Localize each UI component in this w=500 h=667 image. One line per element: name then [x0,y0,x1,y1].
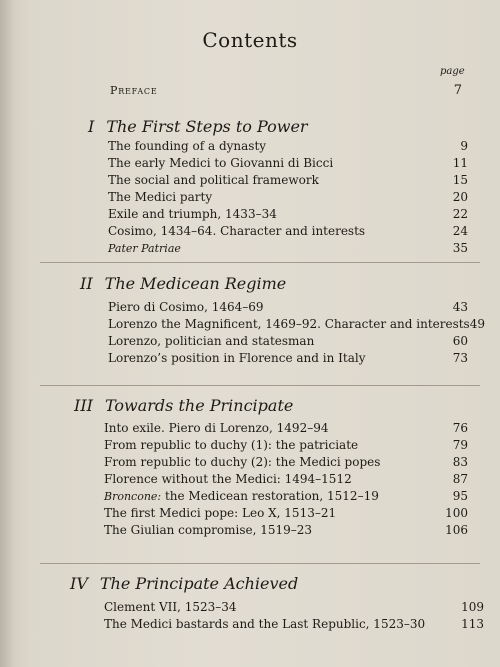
toc-entry: Into exile. Piero di Lorenzo, 1492–94 76 [104,421,468,435]
preface-page: 7 [453,83,462,98]
preface-label: Preface [110,84,158,97]
part-entries [108,139,468,258]
toc-entry: Pater Patriae 35 [108,241,468,255]
part-numeral: II [80,274,93,293]
toc-entry: Florence without the Medici: 1494–1512 87 [104,472,468,486]
part-entries [108,300,485,368]
toc-entry: Lorenzo, politician and statesman 60 [108,334,468,348]
preface-entry [110,83,462,98]
toc-entry: The first Medici pope: Leo X, 1513–21 100 [104,506,468,520]
part-title: The Principate Achieved [99,574,299,593]
toc-entry: Exile and triumph, 1433–34 22 [108,207,468,221]
page-title: Contents [202,28,298,52]
toc-entry: Lorenzo’s position in Florence and in Italy 73 [108,351,468,365]
toc-entry: The Giulian compromise, 1519–23 106 [104,523,468,537]
part-title: The First Steps to Power [106,117,308,136]
part-heading [70,574,298,593]
toc-entry: The social and political framework 15 [108,173,468,187]
part-title: The Medicean Regime [104,274,287,293]
part-entries [104,600,484,634]
toc-entry: Broncone: the Medicean restoration, 1512–19 95 [104,489,468,503]
toc-entry: From republic to duchy (1): the patriciate 79 [104,438,468,452]
toc-entry: Piero di Cosimo, 1464–69 43 [108,300,468,314]
part-numeral: IV [70,574,88,593]
part-numeral: III [74,396,93,415]
section-divider [40,385,480,386]
toc-entry: Lorenzo the Magnificent, 1469–92. Character and interests 49 [108,317,485,331]
toc-entry: Clement VII, 1523–34 109 [104,600,484,614]
page-binding-shadow [0,0,14,667]
part-heading [88,117,308,136]
part-heading [80,274,286,293]
toc-entry: The Medici bastards and the Last Republic, 1523–30 113 [104,617,484,631]
page-column-label: page [440,66,465,77]
section-divider [40,563,480,564]
part-numeral: I [88,117,95,136]
toc-entry: From republic to duchy (2): the Medici popes 83 [104,455,468,469]
toc-entry: The early Medici to Giovanni di Bicci 11 [108,156,468,170]
toc-entry: Cosimo, 1434–64. Character and interests 24 [108,224,468,238]
part-heading [74,396,293,415]
toc-entry: The Medici party 20 [108,190,468,204]
part-entries [104,421,468,540]
toc-entry: The founding of a dynasty 9 [108,139,468,153]
part-title: Towards the Principate [104,396,294,415]
section-divider [40,262,480,263]
